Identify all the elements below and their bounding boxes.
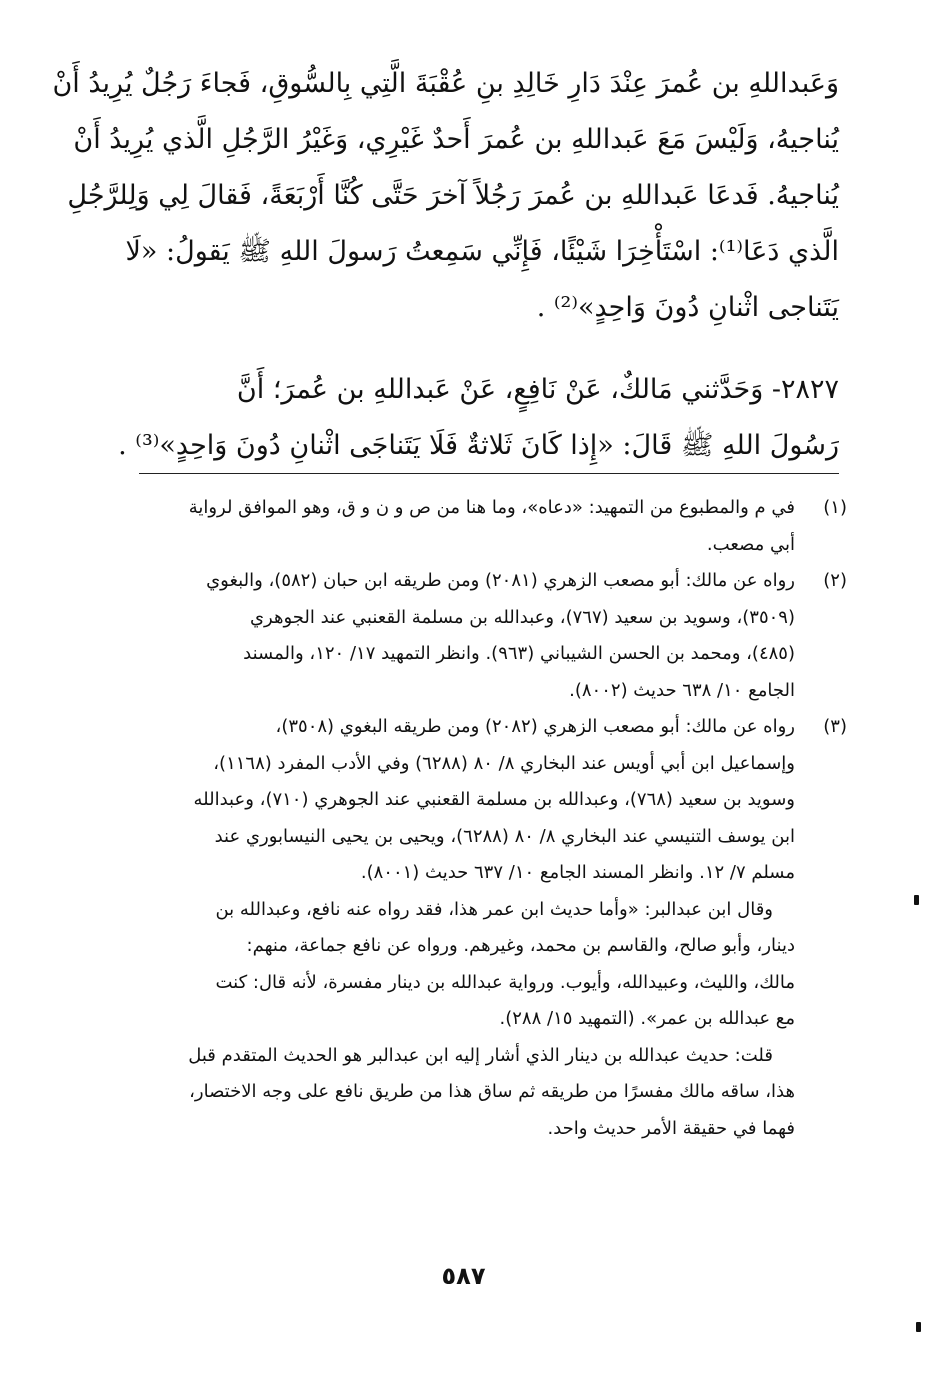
scan-speck — [914, 895, 919, 905]
text-line: يُناجيهُ. فَدعَا عَبداللهِ بن عُمرَ رَجُلاً آخرَ حَتَّى كُنَّا أَرْبَعَةً، فَقالَ لِي وَلِلرَّجُلِ — [67, 180, 839, 211]
page-number: ٥٨٧ — [441, 1262, 486, 1290]
note-line: مع عبدالله بن عمر». (التمهيد ١٥/ ٢٨٨). — [499, 1008, 795, 1029]
note-line: قلت: حديث عبدالله بن دينار الذي أشار إليه ابن عبدالبر هو الحديث المتقدم قبل — [188, 1044, 773, 1066]
text-line: يُناجيهُ، وَلَيْسَ مَعَ عَبداللهِ بن عُمرَ أَحدٌ غَيْرِي، وَغَيْرُ الرَّجُلِ الَّذي يُرِيدُ أَنْ — [73, 124, 839, 155]
note-paragraph-ibn-abdulbarr — [135, 892, 847, 1038]
note-line: فهما في حقيقة الأمر حديث واحد. — [547, 1117, 795, 1139]
footnotes-section — [135, 490, 847, 1147]
hadith-paragraph-1 — [52, 56, 839, 336]
hadith-paragraph-2827 — [118, 362, 839, 474]
footnote-3 — [135, 709, 847, 892]
text-line: وَعَبداللهِ بن عُمرَ عِنْدَ دَارِ خَالِدِ بنِ عُقْبَةَ الَّتِي بِالسُّوقِ، فَجاءَ رَجُلٌ يُرِيدُ أَنْ — [52, 68, 839, 99]
footnote-line: الجامع ١٠/ ٦٣٨ حديث (٨٠٠٢). — [569, 679, 795, 701]
footnote-line: وسويد بن سعيد (٧٦٨)، وعبدالله بن مسلمة القعنبي عند الجوهري (٧١٠)، وعبدالله — [193, 789, 795, 810]
scan-speck — [916, 1322, 921, 1332]
note-paragraph-editor — [135, 1038, 847, 1148]
footnote-2 — [135, 563, 847, 709]
note-line: هذا، ساقه مالك مفسرًا من طريقه ثم ساق هذا من طريق نافع على وجه الاختصار، — [189, 1081, 795, 1102]
footnote-line: رواه عن مالك: أبو مصعب الزهري (٢٠٨٢) ومن طريقه البغوي (٣٥٠٨)، — [275, 716, 795, 737]
footnote-number: (١) — [823, 497, 847, 518]
text-line: الَّذي دَعَا⁽¹⁾: اسْتَأْخِرَا شَيْئًا، فَإِنِّي سَمِعتُ رَسولَ اللهِ ﷺ يَقولُ: «لَا — [125, 236, 839, 267]
footnote-line: (٣٥٠٩)، وسويد بن سعيد (٧٦٧)، وعبدالله بن مسلمة القعنبي عند الجوهري — [249, 606, 795, 628]
note-line: دينار، وأبو صالح، والقاسم بن محمد، وغيرهم. ورواه عن نافع جماعة، منهم: — [246, 935, 795, 956]
footnote-line: أبي مصعب. — [706, 533, 795, 555]
note-line: مالك، والليث، وعبيدالله، وأيوب. ورواية عبدالله بن دينار مفسرة، لأنه قال: كنت — [215, 971, 795, 993]
footnote-line: رواه عن مالك: أبو مصعب الزهري (٢٠٨١) ومن طريقه ابن حبان (٥٨٢)، والبغوي — [206, 570, 795, 591]
footnote-line: في م والمطبوع من التمهيد: «دعاه»، وما هنا من ص و ن و ق، وهو الموافق لرواية — [188, 497, 795, 518]
footnote-number: (٢) — [823, 570, 847, 591]
footnote-line: ابن يوسف التنيسي عند البخاري ٨/ ٨٠ (٦٢٨٨)، ويحيى بن يحيى النيسابوري عند — [214, 825, 795, 847]
note-line: وقال ابن عبدالبر: «وأما حديث ابن عمر هذا، فقد رواه عنه نافع، وعبدالله بن — [215, 898, 773, 920]
footnote-line: مسلم ٧/ ١٢. وانظر المسند الجامع ١٠/ ٦٣٧ حديث (٨٠٠١). — [360, 862, 795, 883]
footnote-separator — [139, 473, 839, 474]
footnote-line: وإسماعيل ابن أبي أويس عند البخاري ٨/ ٨٠ (٦٢٨٨) وفي الأدب المفرد (١١٦٨)، — [213, 752, 795, 774]
footnote-line: (٤٨٥)، ومحمد بن الحسن الشيباني (٩٦٣). وانظر التمهيد ١٧/ ١٢٠، والمسند — [243, 643, 795, 664]
footnote-1 — [135, 490, 847, 563]
footnote-number: (٣) — [823, 716, 847, 737]
text-line: ٢٨٢٧- وَحَدَّثني مَالكٌ، عَنْ نَافِعٍ، عَنْ عَبداللهِ بن عُمرَ؛ أَنَّ — [236, 374, 839, 405]
text-line: رَسُولَ اللهِ ﷺ قَالَ: «إِذا كَانَ ثَلاثةٌ فَلَا يَتَناجَى اثْنانِ دُونَ وَاحِدٍ»⁽³⁾ . — [118, 430, 839, 461]
text-line: يَتَناجى اثْنانِ دُونَ وَاحِدٍ»⁽²⁾ . — [536, 292, 839, 323]
